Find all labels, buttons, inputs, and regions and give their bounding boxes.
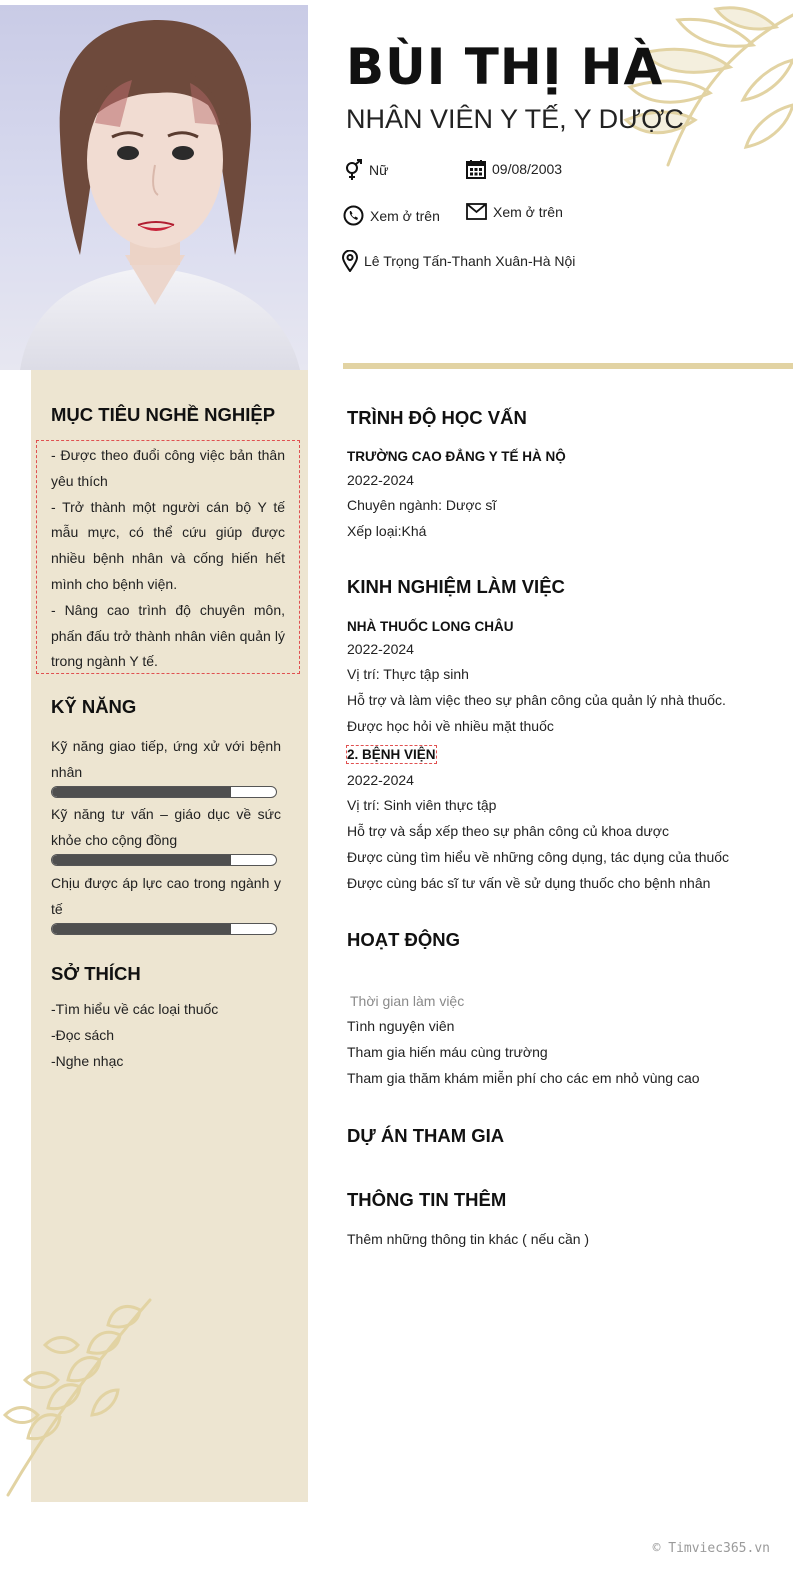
skills-heading: KỸ NĂNG <box>51 696 137 717</box>
header-divider <box>343 363 793 369</box>
address-info <box>342 250 575 272</box>
hobbies-heading: SỞ THÍCH <box>51 963 141 984</box>
company-name: 2. BỆNH VIỆN <box>347 747 436 762</box>
phone-info <box>343 205 440 226</box>
candidate-name: BÙI THỊ HÀ <box>346 38 664 96</box>
skill-bar-fill <box>52 787 231 797</box>
hobby-item: -Tìm hiểu về các loại thuốc <box>51 1001 219 1017</box>
skill-bar-fill <box>52 924 231 934</box>
calendar-icon <box>466 159 486 179</box>
objective-line: - Trở thành một người cán bộ Y tế mẫu mực, có thể cứu giúp được nhiều bệnh nhân và cống hiến hết mình cho bệnh viện. <box>51 498 285 592</box>
gender-info <box>343 159 388 181</box>
job-detail: Được cùng tìm hiểu về những công dụng, tác dụng của thuốc <box>347 849 730 865</box>
gender-value: Nữ <box>369 162 389 178</box>
leaf-decoration-bottom-icon <box>0 1290 160 1500</box>
hobby-item: -Nghe nhạc <box>51 1053 124 1069</box>
skill-bar <box>51 854 277 866</box>
objective-line: - Được theo đuổi công việc bản thân yêu thích <box>51 447 285 489</box>
job-period: 2022-2024 <box>347 772 414 788</box>
job-detail: Hỗ trợ và làm việc theo sự phân công của quản lý nhà thuốc. <box>347 692 726 708</box>
address-value: Lê Trọng Tấn-Thanh Xuân-Hà Nội <box>364 253 576 269</box>
company-name: NHÀ THUỐC LONG CHÂU <box>347 619 514 634</box>
email-value: Xem ở trên <box>493 203 563 220</box>
experience-heading: KINH NGHIỆM LÀM VIỆC <box>347 576 565 597</box>
watermark: © Timviec365.vn <box>652 1541 770 1556</box>
additional-info-text: Thêm những thông tin khác ( nếu cần ) <box>347 1231 590 1247</box>
activity-item: Tham gia thăm khám miễn phí cho các em nhỏ vùng cao <box>347 1070 700 1086</box>
education-major: Chuyên ngành: Dược sĩ <box>347 497 497 513</box>
job-detail: Hỗ trợ và sắp xếp theo sự phân công củ khoa dược <box>347 823 669 839</box>
job-detail: Được cùng bác sĩ tư vấn về sử dụng thuốc cho bệnh nhân <box>347 875 711 891</box>
job-period: 2022-2024 <box>347 641 414 657</box>
job-title: NHÂN VIÊN Y TẾ, Y DƯỢC <box>346 104 684 134</box>
location-icon <box>342 250 358 272</box>
activity-item: Tình nguyện viên <box>347 1018 455 1034</box>
skill-bar <box>51 786 277 798</box>
objective-box <box>36 440 300 674</box>
activity-time-placeholder: Thời gian làm việc <box>350 993 465 1009</box>
activity-item: Tham gia hiến máu cùng trường <box>347 1044 548 1060</box>
phone-value: Xem ở trên <box>370 207 440 224</box>
birthdate-info <box>466 159 562 179</box>
skill-label: Chịu được áp lực cao trong ngành y tế <box>51 875 281 917</box>
skill-label: Kỹ năng giao tiếp, ứng xử với bệnh nhân <box>51 738 281 780</box>
projects-heading: DỰ ÁN THAM GIA <box>347 1125 505 1146</box>
skill-bar-fill <box>52 855 231 865</box>
activities-heading: HOẠT ĐỘNG <box>347 929 461 950</box>
job-position: Vị trí: Thực tập sinh <box>347 666 469 682</box>
education-heading: TRÌNH ĐỘ HỌC VẤN <box>347 407 527 428</box>
job-detail: Được học hỏi về nhiều mặt thuốc <box>347 718 554 734</box>
skill-label: Kỹ năng tư vấn – giáo dục về sức khỏe cho cộng đồng <box>51 806 281 848</box>
school-name: TRƯỜNG CAO ĐẲNG Y TẾ HÀ NỘ <box>347 449 566 464</box>
leaf-decoration-top-icon <box>548 5 793 190</box>
objective-line: - Nâng cao trình độ chuyên môn, phấn đấu trở thành nhân viên quản lý trong ngành Y tế. <box>51 601 285 670</box>
profile-photo <box>0 5 308 370</box>
phone-icon <box>343 205 364 226</box>
gender-icon <box>343 159 363 181</box>
job-position: Vị trí: Sinh viên thực tập <box>347 797 497 813</box>
skill-bar <box>51 923 277 935</box>
education-period: 2022-2024 <box>347 472 414 488</box>
education-grade: Xếp loại:Khá <box>347 523 427 539</box>
objective-heading: MỤC TIÊU NGHỀ NGHIỆP <box>51 404 276 425</box>
additional-info-heading: THÔNG TIN THÊM <box>347 1189 507 1210</box>
hobby-item: -Đọc sách <box>51 1027 115 1043</box>
email-info <box>466 203 563 220</box>
mail-icon <box>466 203 487 220</box>
birthdate-value: 09/08/2003 <box>492 161 563 177</box>
portrait-image <box>0 5 308 370</box>
